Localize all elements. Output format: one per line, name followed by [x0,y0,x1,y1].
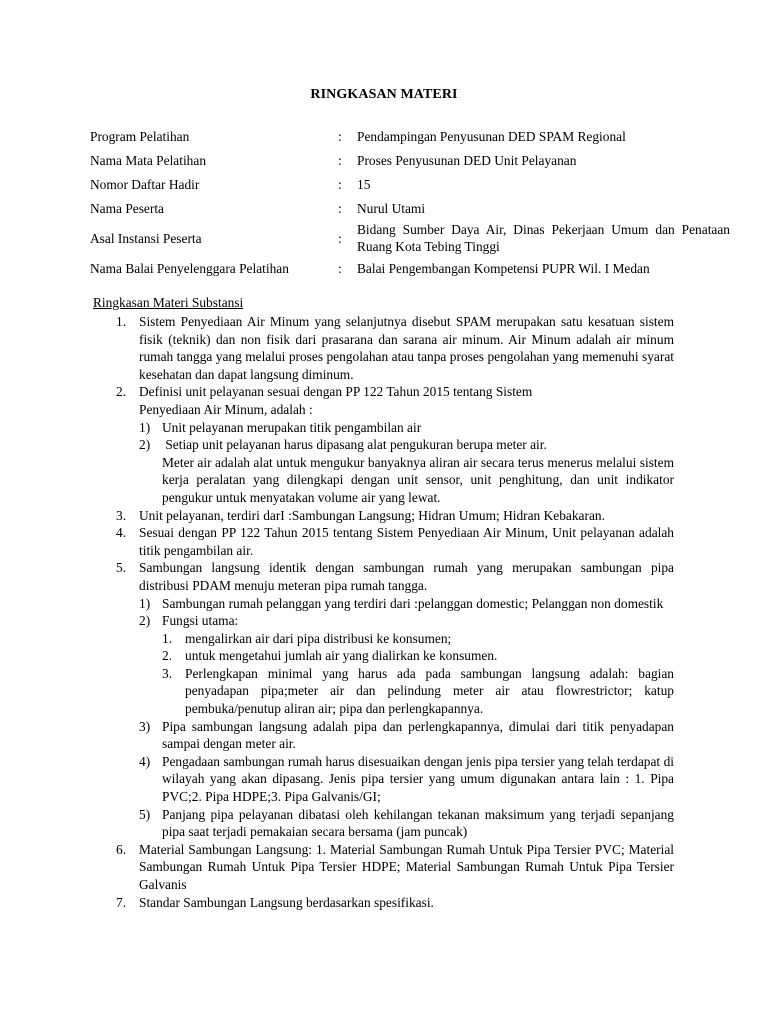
info-separator: : [338,152,342,168]
item-text: Sesuai dengan PP 122 Tahun 2015 tentang Sistem Penyediaan Air Minum, Unit pelayanan adalah titik pengambilan air. [139,525,674,558]
nested-item [139,665,674,718]
sub-item-number: 2) [139,437,151,453]
item-text: Penyediaan Air Minum, adalah : [139,401,313,417]
sub-item-number: 5) [139,806,151,822]
sub-item-note: Meter air adalah alat untuk mengukur banyaknya aliran air secara terus menerus melalui sistem kerja peralatan yang dilengkapi dengan unit sensor, unit penghitung, dan unit indikator pengukur untuk menyatakan volume air yang lewat. [162,454,674,505]
nested-item-number: 2. [162,648,173,664]
participant-info-table [90,124,730,280]
item-text: Unit pelayanan, terdiri darI :Sambungan Langsung; Hidran Umum; Hidran Kebakaran. [139,507,605,523]
sub-item-text: Setiap unit pelayanan harus dipasang alat pengukuran berupa meter air. [162,437,547,453]
info-row [90,148,730,172]
sub-item [139,595,674,613]
summary-list [116,313,674,911]
info-row [90,196,730,220]
info-label: Nama Mata Pelatihan [90,152,207,168]
nested-item-number: 1. [162,630,173,646]
sub-item-text: Pipa sambungan langsung adalah pipa dan perlengkapannya, dimulai dari titik penyadapan sampai dengan meter air. [162,718,674,752]
sub-item-number: 4) [139,753,151,769]
item-number: 3. [116,507,127,523]
info-label: Nomor Daftar Hadir [90,176,200,192]
sub-item-number: 2) [139,613,151,629]
sub-item-text: Unit pelayanan merupakan titik pengambilan air [162,419,422,435]
info-row [90,124,730,148]
nested-item [139,647,674,665]
info-label: Program Pelatihan [90,128,190,144]
nested-item-number: 3. [162,665,173,681]
sub-item-number: 1) [139,595,151,611]
list-item [116,524,674,559]
info-value: Balai Pengembangan Kompetensi PUPR Wil. I Medan [357,260,650,276]
info-label: Nama Peserta [90,200,164,216]
item-text: Material Sambungan Langsung: 1. Material Sambungan Rumah Untuk Pipa Tersier PVC; Material Sambungan Rumah Untuk Pipa Tersier HDPE; Material Sambungan Rumah Untuk Pipa Tersier Galvanis [139,841,674,892]
item-number: 1. [116,314,127,329]
info-row [90,256,730,280]
info-value: Pendampingan Penyusunan DED SPAM Regional [357,128,626,144]
info-value: 15 [357,176,371,192]
sub-item [139,753,674,806]
info-value: Proses Penyusunan DED Unit Pelayanan [357,152,577,168]
info-separator: : [338,200,342,216]
info-label: Asal Instansi Peserta [90,230,202,246]
sub-item [139,806,674,841]
page-title: RINGKASAN MATERI [310,87,458,102]
list-item [116,559,674,841]
info-separator: : [338,176,342,192]
item-number: 6. [116,841,127,857]
sub-item [139,436,674,454]
sub-item-text: Pengadaan sambungan rumah harus disesuaikan dengan jenis pipa tersier yang telah terdapat di wilayah yang akan dipasang. Jenis pipa tersier yang umum digunakan antara lain : 1. Pipa PVC;2. Pipa HDPE;3. Pipa Galvanis/GI; [162,753,674,805]
info-value: Nurul Utami [357,200,426,216]
sub-item-number: 1) [139,419,151,435]
sub-item [139,718,674,753]
sub-item [139,419,674,437]
info-value: Bidang Sumber Daya Air, Dinas Pekerjaan Umum dan Penataan Ruang Kota Tebing Tinggi [357,222,730,254]
info-label: Nama Balai Penyelenggara Pelatihan [90,260,289,276]
nested-item-text: untuk mengetahui jumlah air yang dialirkan ke konsumen. [185,648,498,664]
list-item [116,841,674,894]
sub-item-number: 3) [139,718,151,734]
list-item [116,894,674,912]
item-text: Sambungan langsung identik dengan sambungan rumah yang merupakan sambungan pipa distribusi PDAM menuju meteran pipa rumah tangga. [139,560,674,593]
sub-item-text: Sambungan rumah pelanggan yang terdiri dari :pelanggan domestic; Pelanggan non domestik [162,595,664,611]
list-item [116,313,674,383]
list-item [116,507,674,525]
sub-item-text: Fungsi utama: [162,613,239,629]
sub-item [139,612,674,630]
item-number: 7. [116,894,127,910]
info-separator: : [338,128,342,144]
nested-item-text: mengalirkan air dari pipa distribusi ke konsumen; [185,630,452,646]
info-separator: : [338,260,342,276]
item-text: Definisi unit pelayanan sesuai dengan PP 122 Tahun 2015 tentang Sistem [139,384,533,400]
info-row [90,172,730,196]
info-row [90,220,730,256]
nested-item [139,630,674,648]
list-item [116,383,674,506]
item-text: Standar Sambungan Langsung berdasarkan spesifikasi. [139,894,434,910]
item-number: 5. [116,560,127,576]
info-separator: : [338,230,342,246]
item-text: Sistem Penyediaan Air Minum yang selanjutnya disebut SPAM merupakan satu kesatuan sistem fisik (teknik) dan non fisik dari prasarana dan sarana air minum. Air Minum adalah air minum rumah tangga yang melalui proses pengolahan atau tanpa proses pengolahan yang memenuhi syarat kesehatan dan dapat langsung diminum. [139,314,674,382]
item-number: 4. [116,525,127,541]
nested-item-text: Perlengkapan minimal yang harus ada pada sambungan langsung adalah: bagian penyadapan pipa;meter air dan pelindung meter air atau flowrestrictor; katup pembuka/penutup aliran air; pipa dan perlengkapannya. [185,665,674,717]
sub-item-text: Panjang pipa pelayanan dibatasi oleh kehilangan tekanan maksimum yang terjadi sepanjang pipa saat terjadi pemakaian secara bersama (jam puncak) [162,806,674,840]
section-title: Ringkasan Materi Substansi [93,295,244,310]
item-number: 2. [116,384,127,400]
